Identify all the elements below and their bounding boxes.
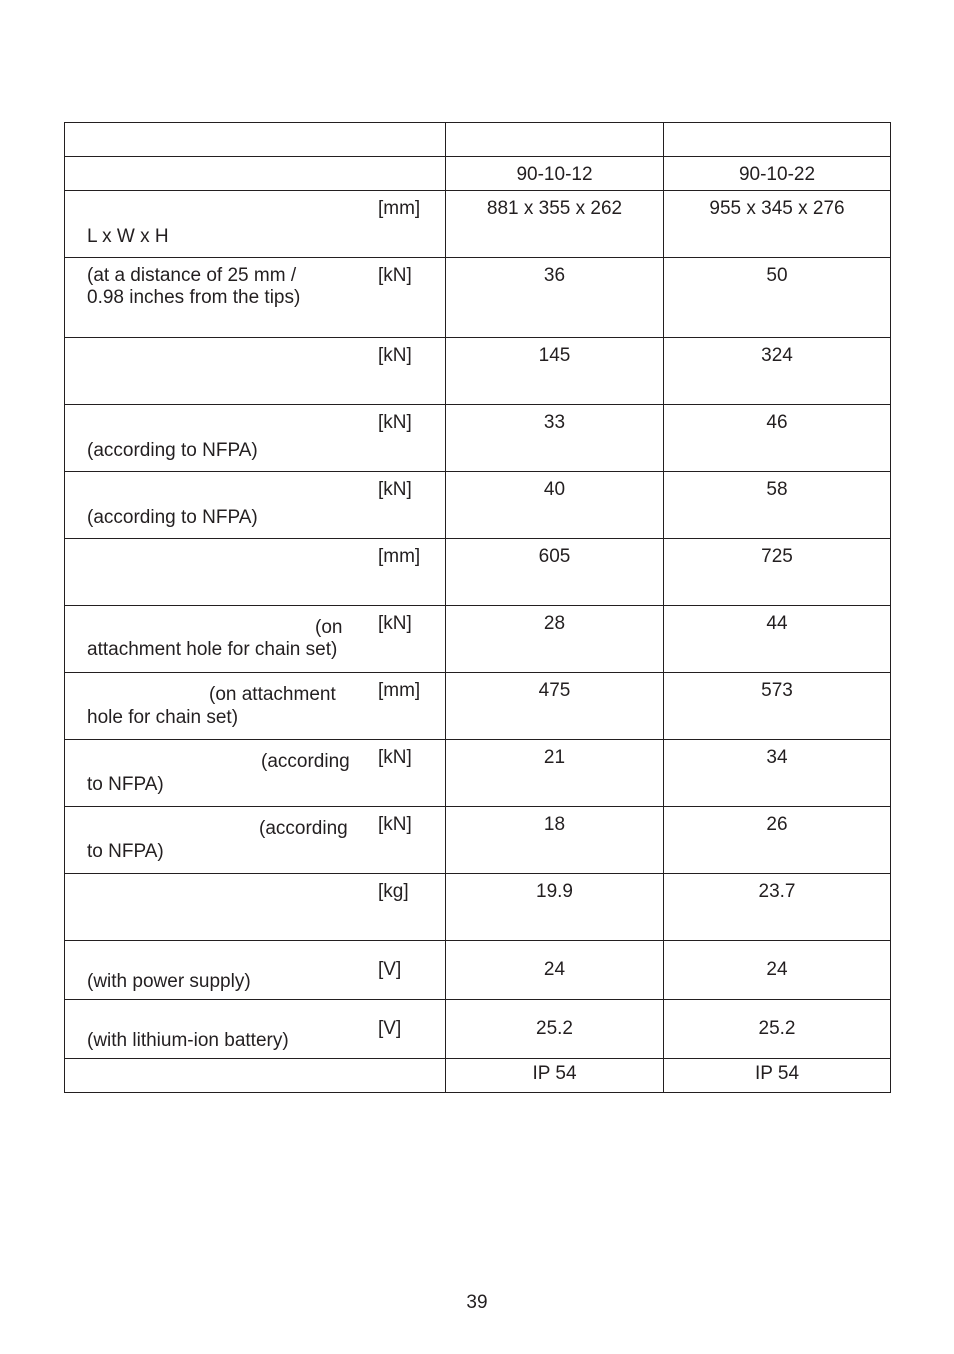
spec-label-line-2: (with lithium-ion battery) [87,1030,289,1051]
spec-label-line-2: to NFPA) [87,774,164,795]
table-row [65,539,891,606]
model-90-10-12-cell [446,123,664,157]
spec-unit: [V] [378,959,402,980]
spec-label-cell [65,157,446,191]
spec-unit: [kg] [378,881,409,902]
spec-unit: [kN] [378,814,412,835]
spec-value: 58 [766,479,788,500]
spec-label-line-2: (with power supply) [87,971,251,992]
spec-label-cell [65,673,446,740]
spec-label-cell [65,338,446,405]
spec-value: 324 [761,345,793,366]
spec-table [64,122,891,1093]
spec-value: 34 [766,747,788,768]
spec-value: 145 [538,345,571,366]
spec-label-line-2: hole for chain set) [87,707,239,728]
spec-value [664,123,890,131]
model-90-10-22-cell [664,941,891,1000]
table-row [65,405,891,472]
model-90-10-22-cell [664,874,891,941]
model-90-10-12-cell [446,1059,664,1093]
spec-label-cell [65,1059,446,1093]
model-90-10-12-cell [446,1000,664,1059]
spec-label-cell [65,941,446,1000]
spec-value: 24 [543,959,566,980]
spec-label-cell [65,874,446,941]
spec-value: 25.2 [536,1018,573,1039]
spec-label-line-1: (on [315,617,343,638]
model-90-10-12-cell [446,673,664,740]
model-90-10-12-cell [446,874,664,941]
spec-label-line-1: (on attachment [209,684,336,705]
table-row [65,1000,891,1059]
model-90-10-22-cell [664,807,891,874]
table-row [65,606,891,673]
spec-value: 50 [766,265,788,286]
table-row [65,941,891,1000]
spec-value: IP 54 [532,1063,577,1084]
spec-label-line-1: (according [259,818,348,839]
model-90-10-22-cell [664,157,891,191]
model-90-10-12-cell [446,472,664,539]
spec-label-line-1: (according [261,751,350,772]
spec-label-line-2: to NFPA) [87,841,164,862]
spec-label-line-2: (according to NFPA) [87,507,258,528]
spec-unit: [kN] [378,412,412,433]
model-90-10-12-cell [446,258,664,338]
model-90-10-12-cell [446,941,664,1000]
spec-value: 44 [766,613,788,634]
spec-value: 40 [543,479,566,500]
model-90-10-22-cell [664,539,891,606]
table-row [65,258,891,338]
model-90-10-22-cell [664,740,891,807]
table-row [65,472,891,539]
spec-value: 25.2 [758,1018,796,1039]
spec-unit: [mm] [378,546,421,567]
spec-label-line-2: 0.98 inches from the tips) [87,287,301,308]
model-90-10-22-cell [664,606,891,673]
table-row [65,740,891,807]
model-90-10-22-cell [664,123,891,157]
spec-value: 24 [766,959,788,980]
spec-unit: [mm] [378,680,421,701]
spec-label-cell [65,807,446,874]
spec-label-line-2: attachment hole for chain set) [87,639,338,660]
model-90-10-12-cell [446,338,664,405]
spec-label-line-2: (according to NFPA) [87,440,258,461]
spec-unit: [V] [378,1018,402,1039]
table-row [65,874,891,941]
spec-value: 33 [543,412,566,433]
spec-unit: [mm] [378,198,421,219]
page-number: 39 [466,1292,488,1313]
model-90-10-22-cell [664,405,891,472]
table-row [65,338,891,405]
spec-label-cell [65,539,446,606]
spec-unit: [kN] [378,613,412,634]
table-row [65,673,891,740]
model-90-10-12-cell [446,539,664,606]
model-90-10-22-cell [664,1000,891,1059]
spec-value: 46 [766,412,788,433]
model-90-10-22-cell [664,673,891,740]
spec-value: 725 [761,546,793,567]
spec-unit: [kN] [378,479,412,500]
model-90-10-22-cell [664,258,891,338]
spec-value: 21 [543,747,566,768]
table-row [65,807,891,874]
spec-label-cell [65,123,446,157]
spec-value: 19.9 [536,881,573,902]
spec-value [446,123,663,131]
spec-value: 475 [538,680,571,701]
spec-value: 955 x 345 x 276 [709,198,845,219]
spec-unit: [kN] [378,345,412,366]
model-90-10-22-cell [664,1059,891,1093]
spec-label-cell [65,258,446,338]
spec-label-cell [65,1000,446,1059]
spec-value: 90-10-22 [738,164,816,185]
spec-value: 881 x 355 x 262 [486,198,623,219]
spec-label-cell [65,740,446,807]
table-row [65,1059,891,1093]
model-90-10-12-cell [446,157,664,191]
model-90-10-12-cell [446,191,664,258]
table-row [65,191,891,258]
spec-value: 28 [543,613,566,634]
model-90-10-22-cell [664,472,891,539]
spec-label-line-2: L x W x H [87,226,169,247]
spec-value: 573 [761,680,793,701]
spec-value: 18 [543,814,566,835]
spec-value: 605 [538,546,571,567]
model-90-10-22-cell [664,338,891,405]
spec-value: 23.7 [758,881,796,902]
spec-value: 26 [766,814,788,835]
spec-label-cell [65,191,446,258]
model-90-10-22-cell [664,191,891,258]
model-90-10-12-cell [446,405,664,472]
spec-label-cell [65,405,446,472]
spec-unit: [kN] [378,747,412,768]
spec-value: IP 54 [754,1063,800,1084]
spec-label-line-1: (at a distance of 25 mm / [87,265,297,286]
spec-value: 90-10-12 [516,164,593,185]
spec-label-cell [65,472,446,539]
table-row [65,157,891,191]
spec-label-cell [65,606,446,673]
spec-value: 36 [543,265,566,286]
table-row [65,123,891,157]
spec-unit: [kN] [378,265,412,286]
model-90-10-12-cell [446,807,664,874]
model-90-10-12-cell [446,740,664,807]
model-90-10-12-cell [446,606,664,673]
